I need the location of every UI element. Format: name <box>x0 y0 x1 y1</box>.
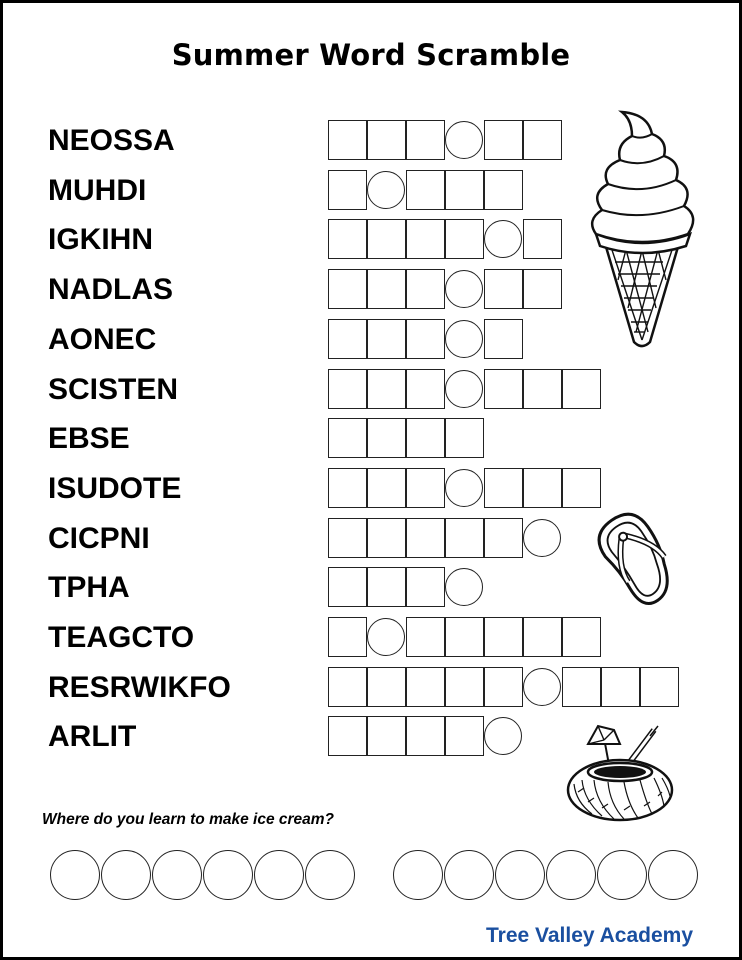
answer-box[interactable] <box>445 667 484 707</box>
answer-box[interactable] <box>406 418 445 458</box>
answer-box[interactable] <box>484 518 523 558</box>
answer-box[interactable] <box>484 617 523 657</box>
answer-box[interactable] <box>367 269 406 309</box>
answer-box[interactable] <box>328 518 367 558</box>
answer-box[interactable] <box>328 667 367 707</box>
answer-box[interactable] <box>406 170 445 210</box>
riddle-answer-circle[interactable] <box>495 850 545 900</box>
answer-box[interactable] <box>562 617 601 657</box>
answer-circle-cell[interactable] <box>367 171 405 209</box>
answer-box[interactable] <box>562 468 601 508</box>
answer-box-row <box>328 170 523 210</box>
answer-box[interactable] <box>367 319 406 359</box>
riddle-answer-circle[interactable] <box>203 850 253 900</box>
answer-circle-cell[interactable] <box>445 370 483 408</box>
answer-box[interactable] <box>328 617 367 657</box>
ice-cream-cone-icon <box>582 110 702 350</box>
answer-circle-cell[interactable] <box>367 618 405 656</box>
scrambled-word: AONEC <box>48 322 157 356</box>
answer-box[interactable] <box>406 716 445 756</box>
answer-box[interactable] <box>367 369 406 409</box>
answer-box-row <box>328 567 484 607</box>
answer-circle-cell[interactable] <box>523 519 561 557</box>
scrambled-word: RESRWIKFO <box>48 670 231 704</box>
answer-circle-cell[interactable] <box>445 270 483 308</box>
answer-box[interactable] <box>328 319 367 359</box>
answer-box[interactable] <box>406 319 445 359</box>
answer-box-row <box>328 667 679 707</box>
answer-box-row <box>328 319 523 359</box>
answer-box[interactable] <box>406 567 445 607</box>
riddle-answer-circle[interactable] <box>393 850 443 900</box>
answer-box[interactable] <box>328 369 367 409</box>
answer-circle-cell[interactable] <box>484 220 522 258</box>
answer-box[interactable] <box>484 120 523 160</box>
answer-box-row <box>328 120 562 160</box>
scrambled-word: MUHDI <box>48 173 147 207</box>
answer-box[interactable] <box>328 170 367 210</box>
riddle-answer-circle[interactable] <box>546 850 596 900</box>
brand-footer: Tree Valley Academy <box>486 924 694 947</box>
answer-box-row <box>328 219 562 259</box>
answer-box[interactable] <box>406 518 445 558</box>
answer-circle-cell[interactable] <box>445 121 483 159</box>
scrambled-word: TEAGCTO <box>48 621 195 654</box>
answer-box[interactable] <box>445 219 484 259</box>
flip-flop-icon <box>586 508 690 608</box>
answer-box[interactable] <box>406 219 445 259</box>
answer-box[interactable] <box>367 418 406 458</box>
answer-circle-cell[interactable] <box>445 568 483 606</box>
answer-box[interactable] <box>484 369 523 409</box>
riddle-answer-circle[interactable] <box>597 850 647 900</box>
answer-box-row <box>328 617 601 657</box>
answer-box-row <box>328 269 562 309</box>
scrambled-word: EBSE <box>48 422 130 456</box>
answer-box[interactable] <box>445 518 484 558</box>
riddle-question: Where do you learn to make ice cream? <box>42 811 335 828</box>
scrambled-word: NEOSSA <box>48 124 175 157</box>
answer-box[interactable] <box>367 667 406 707</box>
answer-circle-cell[interactable] <box>484 717 522 755</box>
scrambled-word: CICPNI <box>48 521 150 555</box>
riddle-answer-circle[interactable] <box>648 850 698 900</box>
scrambled-word: SCISTEN <box>48 372 179 406</box>
answer-box-row <box>328 418 484 458</box>
answer-box[interactable] <box>523 120 562 160</box>
answer-box[interactable] <box>484 468 523 508</box>
scrambled-word: ISUDOTE <box>48 471 182 505</box>
riddle-answer-circle[interactable] <box>305 850 355 900</box>
scrambled-word: NADLAS <box>48 273 173 307</box>
answer-box[interactable] <box>523 219 562 259</box>
answer-box[interactable] <box>406 468 445 508</box>
answer-box[interactable] <box>406 617 445 657</box>
answer-box[interactable] <box>523 269 562 309</box>
answer-box[interactable] <box>484 319 523 359</box>
answer-box[interactable] <box>406 120 445 160</box>
riddle-answer-circle[interactable] <box>50 850 100 900</box>
answer-circle-cell[interactable] <box>445 469 483 507</box>
answer-box[interactable] <box>523 369 562 409</box>
answer-box[interactable] <box>640 667 679 707</box>
riddle-answer-circle[interactable] <box>152 850 202 900</box>
riddle-answer-circle[interactable] <box>444 850 494 900</box>
answer-box[interactable] <box>367 518 406 558</box>
answer-box[interactable] <box>328 418 367 458</box>
coconut-drink-icon <box>562 722 682 822</box>
answer-box[interactable] <box>328 269 367 309</box>
answer-box[interactable] <box>367 120 406 160</box>
riddle-answer-circle[interactable] <box>101 850 151 900</box>
answer-box[interactable] <box>328 716 367 756</box>
answer-box[interactable] <box>523 468 562 508</box>
answer-box-row <box>328 518 562 558</box>
answer-box[interactable] <box>445 617 484 657</box>
scrambled-word: TPHA <box>48 571 130 605</box>
answer-box-row <box>328 369 601 409</box>
answer-box[interactable] <box>484 269 523 309</box>
riddle-answer-circle[interactable] <box>254 850 304 900</box>
answer-box[interactable] <box>367 219 406 259</box>
answer-box[interactable] <box>367 468 406 508</box>
answer-box[interactable] <box>562 369 601 409</box>
answer-box[interactable] <box>445 170 484 210</box>
answer-box[interactable] <box>328 468 367 508</box>
answer-circle-cell[interactable] <box>523 668 561 706</box>
answer-box[interactable] <box>406 269 445 309</box>
answer-box-row <box>328 468 601 508</box>
answer-box[interactable] <box>523 617 562 657</box>
answer-box[interactable] <box>367 716 406 756</box>
answer-box[interactable] <box>484 170 523 210</box>
answer-box[interactable] <box>328 567 367 607</box>
scrambled-word: ARLIT <box>48 720 137 754</box>
answer-box[interactable] <box>484 667 523 707</box>
answer-box[interactable] <box>406 667 445 707</box>
answer-box[interactable] <box>562 667 601 707</box>
answer-box[interactable] <box>406 369 445 409</box>
answer-box[interactable] <box>328 120 367 160</box>
page-title: Summer Word Scramble <box>171 38 571 72</box>
answer-box[interactable] <box>328 219 367 259</box>
scrambled-word: IGKIHN <box>48 223 153 257</box>
answer-circle-cell[interactable] <box>445 320 483 358</box>
answer-box[interactable] <box>445 418 484 458</box>
answer-box[interactable] <box>367 567 406 607</box>
answer-box[interactable] <box>445 716 484 756</box>
answer-box-row <box>328 716 523 756</box>
answer-box[interactable] <box>601 667 640 707</box>
